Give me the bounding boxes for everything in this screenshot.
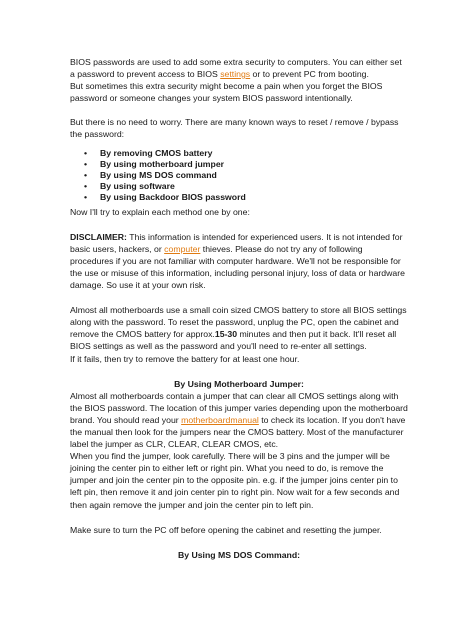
cmos-paragraph [70, 304, 408, 352]
computer-link[interactable]: computer [164, 243, 201, 254]
intro-text: or to prevent PC from booting. [250, 69, 369, 80]
disclaimer-paragraph [70, 231, 408, 291]
intro-paragraph-2: But sometimes this extra security might become a pain when you forget the BIOS password or someone changes your system BIOS password intentionally. [70, 81, 383, 104]
list-item: • By using MS DOS command [100, 170, 408, 181]
disclaimer-text: thieves. Please do not try any of following procedures if you are not familiar with computer hardware. We'll not be responsible for the use or misuse of this information, including personal injury, loss of data or hardware damage. So use it at your own risk. [70, 243, 405, 291]
list-item: • By removing CMOS battery [100, 148, 408, 159]
jumper-text: Almost all motherboards contain a jumper that can clear all CMOS settings along with the BIOS password. The location of this jumper varies depending upon the motherboard brand. You should read your [70, 390, 408, 425]
disclaimer-label: DISCLAIMER: [70, 231, 127, 242]
jumper-text: to check its location. If you don't have the manual then look for the jumpers near the CMOS battery. Most of the manufacturer label the jumper as CLR, CLEAR, CLEAR CMOS, etc. [70, 414, 406, 450]
cmos-fail-note: If it fails, then try to remove the battery for at least one hour. [70, 353, 300, 364]
list-item: • By using Backdoor BIOS password [100, 192, 408, 203]
methods-intro: Now I'll try to explain each method one by one: [70, 206, 250, 217]
intro-paragraph-3: But there is no need to worry. There are many known ways to reset / remove / bypass the password: [70, 117, 399, 140]
cmos-text: Almost all motherboards use a small coin sized CMOS battery to store all BIOS settings along with the password. To reset the password, unplug the PC, open the cabinet and remove the CMOS battery for approx. [70, 305, 407, 340]
disclaimer-text: This information is intended for experienced users. It is not intended for basic users, hackers, or [70, 231, 403, 254]
intro-paragraph-1 [70, 56, 408, 80]
list-item: • By using motherboard jumper [100, 159, 408, 170]
cmos-duration: 15-30 [214, 329, 238, 340]
jumper-paragraph-2: When you find the jumper, look carefully. There will be 3 pins and the jumper will be joining the center pin to either left or right pin. What you need to do, is remove the jumper and join the center pin to the opposite pin. e.g. if the jumper joins center pin to left pin, then remove it and join center pin to right pin. Now wait for a few seconds and then again remove the jumper and join the center pin to left pin. [70, 451, 400, 510]
jumper-paragraph-1 [70, 390, 408, 450]
intro-text: BIOS passwords are used to add some extra security to computers. You can either set a password to prevent access to BIOS [70, 57, 402, 80]
settings-link[interactable]: settings [220, 69, 251, 80]
methods-list [70, 148, 408, 204]
cmos-text: minutes and then put it back. It'll reset all BIOS settings as well as the password and you'll need to re-enter all settings. [70, 329, 397, 352]
jumper-paragraph-3: Make sure to turn the PC off before opening the cabinet and resetting the jumper. [70, 524, 382, 535]
list-item: • By using software [100, 181, 408, 192]
section-heading-msdos: By Using MS DOS Command: [177, 549, 301, 560]
motherboard-manual-link[interactable]: motherboardmanual [181, 414, 259, 425]
section-heading-jumper: By Using Motherboard Jumper: [174, 378, 304, 389]
